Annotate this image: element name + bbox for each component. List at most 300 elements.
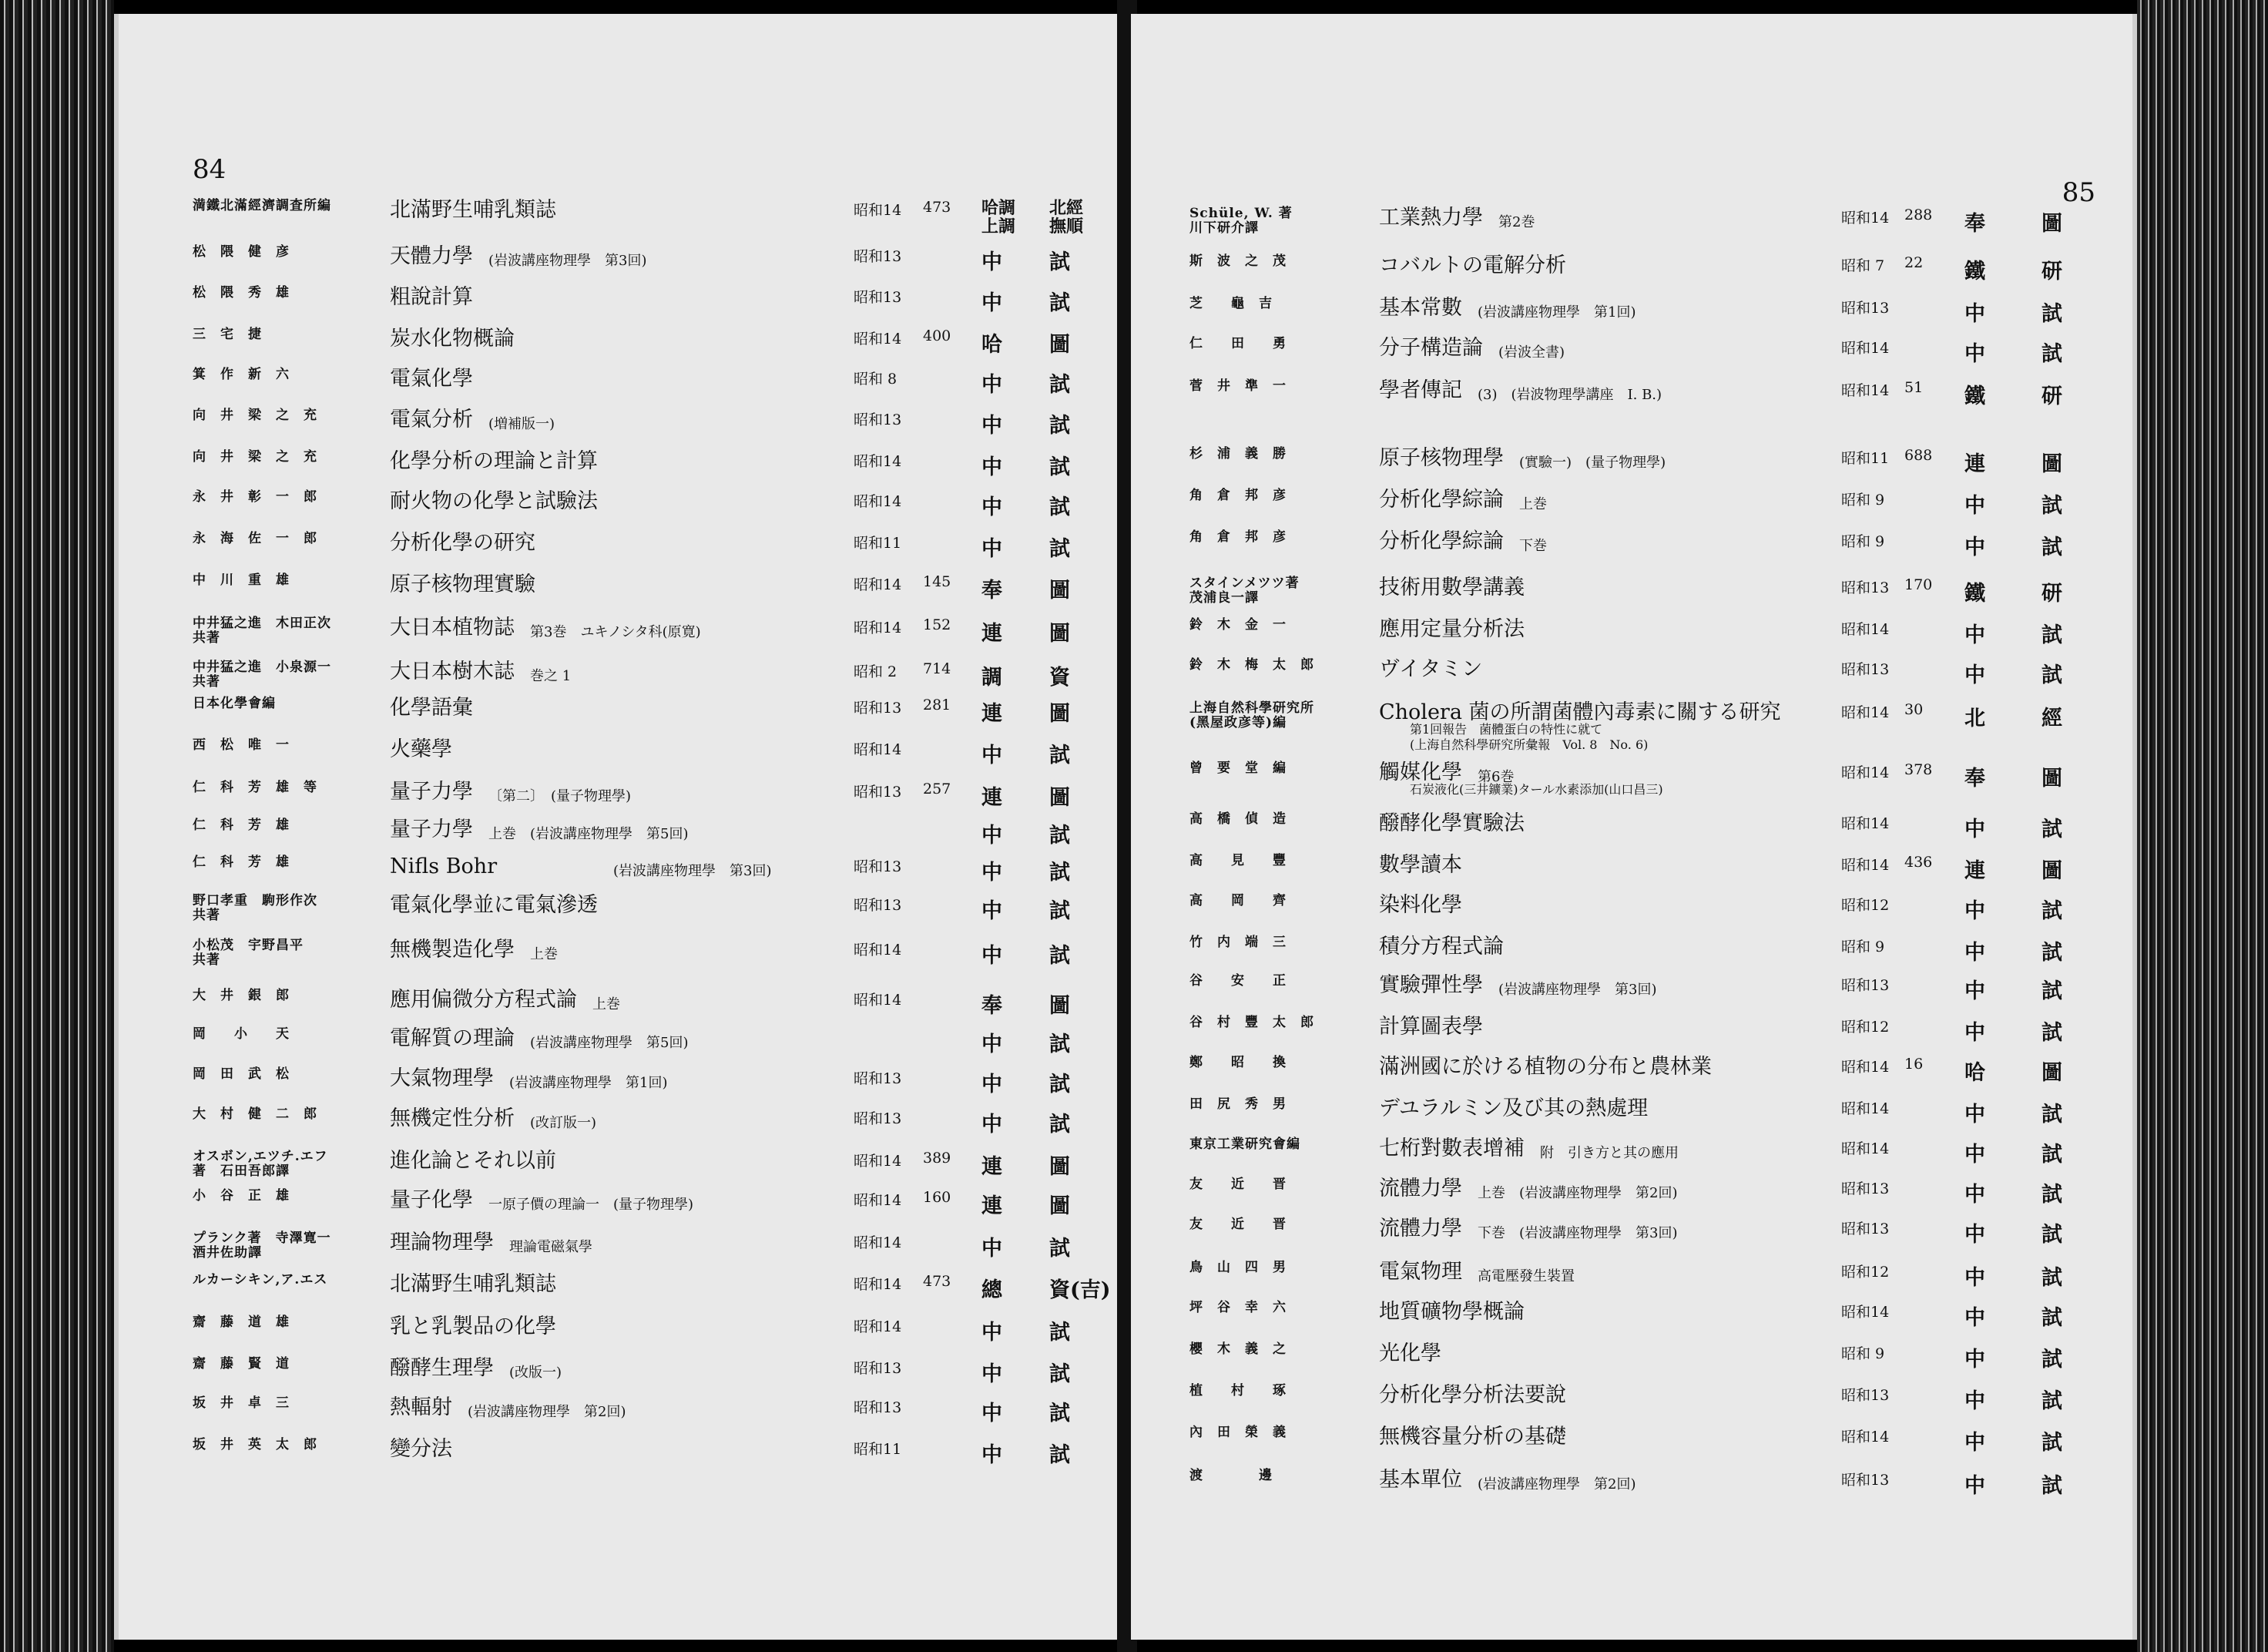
year-era: 昭和13: [854, 897, 902, 914]
left-page: [114, 14, 1128, 1640]
list-item: [119, 660, 1128, 699]
year-era: 昭和14: [1841, 621, 1890, 638]
year-era: 昭和13: [1841, 300, 1890, 317]
title-note: 下巻 (岩波講座物理學 第3回): [1478, 1225, 1678, 1241]
holding-code: 中: [1964, 1183, 1985, 1207]
page-count: 473: [923, 199, 951, 216]
list-item: [1131, 337, 2132, 375]
list-item: [119, 1067, 1128, 1106]
year-era: 昭和13: [854, 1399, 902, 1416]
list-item: [1131, 447, 2132, 485]
year-era: 昭和14: [854, 202, 902, 219]
holding-location: 試: [2042, 494, 2062, 518]
holding-code: 北: [1964, 707, 1985, 730]
page-count: 257: [923, 781, 951, 797]
author: 大 村 健 二 郎: [193, 1106, 317, 1122]
author: 齋 藤 賢 道: [193, 1356, 290, 1372]
author: 永 海 佐 一 郎: [193, 531, 317, 546]
title: 大氣物理學: [390, 1066, 494, 1090]
list-item: [1131, 812, 2132, 851]
year-era: 昭和 2: [854, 663, 897, 680]
holding-location: 試: [1049, 250, 1070, 274]
year-era: 昭和14: [1841, 704, 1890, 721]
list-item: [1131, 1217, 2132, 1256]
list-item: [119, 245, 1128, 284]
holding-code: 連: [981, 702, 1002, 726]
holding-location: 研: [2042, 384, 2062, 408]
holding-code: 奉: [1964, 767, 1985, 791]
holding-location: 試: [1049, 1443, 1070, 1467]
list-item: [119, 1273, 1128, 1311]
holding-location: 試: [1049, 1032, 1070, 1056]
holding-location: 試: [1049, 1237, 1070, 1261]
holding-code: 中: [1964, 1389, 1985, 1413]
holding-location: 試: [1049, 373, 1070, 397]
holding-location: 試: [2042, 979, 2062, 1003]
holding-code: 總: [981, 1278, 1002, 1302]
title-note: 上巻: [1519, 496, 1547, 512]
list-item: [1131, 1384, 2132, 1422]
author: 鄭 昭 換: [1189, 1055, 1287, 1070]
list-item: [119, 894, 1128, 932]
holding-location: 試: [1049, 899, 1070, 923]
holding-location: 試: [2042, 818, 2062, 841]
author: 永 井 彰 一 郎: [193, 489, 317, 505]
title: 電氣化學並に電氣滲透: [390, 893, 598, 917]
page-count: 714: [923, 660, 951, 677]
title: 耐火物の化學と試驗法: [390, 489, 598, 513]
author: 高 見 豐: [1189, 853, 1287, 868]
list-item: [119, 1107, 1128, 1146]
title: 熱輻射: [390, 1395, 452, 1419]
holding-code: 中: [1964, 536, 1985, 559]
holding-code: 中: [981, 414, 1002, 438]
title-note: 上巻: [530, 946, 558, 962]
title-note: 第6巻: [1478, 769, 1515, 785]
title: 流體力學: [1379, 1217, 1462, 1241]
list-item: [1131, 618, 2132, 656]
page-count: 400: [923, 327, 951, 344]
year-era: 昭和14: [854, 1318, 902, 1335]
title: 變分法: [390, 1437, 452, 1461]
title: 北滿野生哺乳類誌: [390, 198, 556, 222]
page-count: 436: [1904, 854, 1933, 871]
year-era: 昭和14: [854, 493, 902, 510]
title-note: (岩波講座物理學 第2回): [1478, 1476, 1636, 1493]
holding-location: 試: [1049, 744, 1070, 767]
holding-location: 圖: [1049, 579, 1070, 603]
holding-location: 試: [2042, 1183, 2062, 1207]
holding-location: 試: [2042, 1143, 2062, 1167]
author: 小 谷 正 雄: [193, 1188, 290, 1204]
holding-location: 試: [1049, 414, 1070, 438]
holding-location: 研: [2042, 582, 2062, 606]
author: 齋 藤 道 雄: [193, 1315, 290, 1330]
holding-location: 圖: [1049, 702, 1070, 726]
year-era: 昭和13: [1841, 1221, 1890, 1237]
list-item: [1131, 1137, 2132, 1176]
title: 理論物理學: [390, 1231, 494, 1254]
year-era: 昭和14: [854, 576, 902, 593]
author: 友 近 晋: [1189, 1177, 1287, 1192]
list-item: [1131, 1097, 2132, 1136]
title-note: 上巻 (岩波講座物理學 第2回): [1478, 1185, 1678, 1201]
list-item: [1131, 761, 2132, 800]
holding-code: 中: [981, 1402, 1002, 1425]
list-item: [119, 408, 1128, 447]
author: 仁 科 芳 雄: [193, 855, 290, 870]
page-count: 51: [1904, 379, 1924, 396]
title: 分子構造論: [1379, 336, 1483, 360]
page-count: 22: [1904, 254, 1924, 271]
list-item: [119, 199, 1128, 237]
holding-code: 中: [981, 1443, 1002, 1467]
title-note: (岩波講座物理學 第1回): [509, 1075, 668, 1091]
holding-location: 資(吉): [1049, 1278, 1111, 1302]
holding-location: 圖: [1049, 1194, 1070, 1218]
title: 醱酵生理學: [390, 1356, 494, 1380]
title: 乳と乳製品の化學: [390, 1315, 556, 1338]
author: 鳥 山 四 男: [1189, 1260, 1287, 1275]
list-item: [1131, 1301, 2132, 1339]
holding-code: 調: [981, 666, 1002, 690]
list-item: [119, 1150, 1128, 1188]
author: プランク著 寺澤寛一 酒井佐助譯: [193, 1231, 331, 1261]
title: 分析化學綜論: [1379, 488, 1504, 512]
holding-code: 中: [981, 1321, 1002, 1345]
title: 大日本植物誌: [390, 616, 515, 640]
holding-location: 試: [2042, 1223, 2062, 1247]
year-era: 昭和14: [854, 992, 902, 1009]
year-era: 昭和14: [854, 331, 902, 348]
title: 醱酵化學實驗法: [1379, 811, 1525, 835]
holding-code: 中: [981, 373, 1002, 397]
holding-code: 中: [1964, 623, 1985, 647]
title: 原子核物理學: [1379, 446, 1504, 470]
author: 杉 浦 義 勝: [1189, 446, 1287, 462]
title: 分析化學の研究: [390, 531, 535, 555]
title: 技術用數學講義: [1379, 576, 1525, 599]
author: 仁 田 勇: [1189, 336, 1287, 351]
title: 進化論とそれ以前: [390, 1149, 556, 1173]
author: ルカーシキン,ア.エス: [193, 1272, 328, 1288]
year-era: 昭和14: [854, 620, 902, 636]
list-item: [1131, 1425, 2132, 1464]
year-era: 昭和14: [1841, 1429, 1890, 1446]
year-era: 昭和13: [854, 411, 902, 428]
holding-code: 鐵: [1964, 582, 1985, 606]
holding-code: 中: [1964, 1021, 1985, 1045]
list-item: [1131, 854, 2132, 892]
holding-location: 圖: [2042, 212, 2062, 236]
year-era: 昭和14: [854, 453, 902, 470]
title: 工業熱力學: [1379, 206, 1483, 230]
author: 角 倉 邦 彦: [1189, 529, 1287, 545]
title: 電氣物理: [1379, 1260, 1462, 1284]
year-era: 昭和12: [1841, 1264, 1890, 1281]
holding-location: 試: [2042, 1021, 2062, 1045]
holding-code: 連: [1964, 859, 1985, 883]
author: 芝 龜 吉: [1189, 296, 1273, 311]
author: 田 尻 秀 男: [1189, 1096, 1287, 1112]
title: 電氣化學: [390, 367, 473, 391]
title: 天體力學: [390, 244, 473, 268]
author: 満鐵北滿經濟調査所編: [193, 198, 331, 213]
holding-code: 哈: [981, 333, 1002, 357]
holding-location: 經: [2042, 707, 2062, 730]
year-era: 昭和13: [854, 858, 902, 875]
title: デユラルミン及び其の熱處理: [1379, 1096, 1649, 1120]
year-era: 昭和14: [1841, 210, 1890, 227]
holding-location: 研: [2042, 260, 2062, 284]
holding-location: 試: [1049, 1321, 1070, 1345]
page-number: 84: [193, 154, 226, 185]
title-note: (岩波全書): [1498, 344, 1565, 361]
holding-location: 試: [1049, 861, 1070, 885]
author: 菅 井 準 一: [1189, 378, 1287, 394]
author: 友 近 晋: [1189, 1217, 1287, 1232]
title-note: (改版一): [509, 1365, 562, 1381]
author: 仁 科 芳 雄 等: [193, 780, 317, 795]
list-item: [1131, 700, 2132, 752]
year-era: 昭和 7: [1841, 257, 1885, 274]
holding-code: 鐵: [1964, 260, 1985, 284]
title: 量子力學: [390, 818, 473, 841]
holding-code: 中: [1964, 941, 1985, 965]
list-item: [1131, 1342, 2132, 1381]
holding-code: 中: [1964, 663, 1985, 687]
holding-location: 試: [2042, 1474, 2062, 1498]
title: 計算圖表學: [1379, 1015, 1483, 1039]
title: 數學讀本: [1379, 853, 1462, 877]
author: 角 倉 邦 彦: [1189, 488, 1287, 503]
title: 無機容量分析の基礎: [1379, 1425, 1566, 1449]
list-item: [1131, 1469, 2132, 1507]
holding-location: 試: [2042, 623, 2062, 647]
holding-location: 試: [2042, 899, 2062, 923]
year-era: 昭和14: [1841, 1304, 1890, 1321]
author: 野口孝重 駒形作次 共著: [193, 893, 317, 923]
list-item: [119, 1396, 1128, 1435]
title: 應用偏微分方程式論: [390, 988, 577, 1012]
page-count: 16: [1904, 1056, 1924, 1073]
holding-code: 中: [981, 250, 1002, 274]
holding-location: 試: [1049, 1113, 1070, 1137]
list-item: [119, 1315, 1128, 1354]
year-era: 昭和 9: [1841, 492, 1885, 509]
title-note: 理論電磁氣學: [509, 1239, 592, 1255]
year-era: 昭和11: [854, 1441, 902, 1458]
year-era: 昭和14: [1841, 1140, 1890, 1157]
title-note: 高電壓發生裝置: [1478, 1268, 1575, 1284]
year-era: 昭和13: [854, 248, 902, 265]
holding-code: 哈: [1964, 1061, 1985, 1085]
holding-code: 中: [1964, 1103, 1985, 1127]
author: 曾 要 堂 編: [1189, 761, 1287, 776]
year-era: 昭和14: [1841, 1100, 1890, 1117]
title: 量子力學: [390, 780, 473, 804]
holding-code: 中: [1964, 494, 1985, 518]
holding-code: 中: [1964, 342, 1985, 366]
holding-location: 試: [2042, 342, 2062, 366]
list-item: [1131, 1177, 2132, 1216]
author: 高 橋 偵 造: [1189, 811, 1287, 827]
author: 西 松 唯 一: [193, 737, 290, 753]
page-count: 145: [923, 573, 951, 590]
year-era: 昭和 9: [1841, 938, 1885, 955]
year-era: 昭和13: [1841, 1180, 1890, 1197]
year-era: 昭和14: [1841, 382, 1890, 399]
title: 北滿野生哺乳類誌: [390, 1272, 556, 1296]
list-item: [1131, 576, 2132, 615]
list-item: [1131, 935, 2132, 974]
list-item: [1131, 379, 2132, 418]
title: Nifls Bohr: [390, 855, 498, 878]
author: 櫻 木 義 之: [1189, 1341, 1287, 1357]
holding-location: 圖: [2042, 1061, 2062, 1085]
author: 坂 井 英 太 郎: [193, 1437, 317, 1452]
holding-code: 奉: [1964, 212, 1985, 236]
year-era: 昭和14: [854, 1153, 902, 1170]
author: 箕 作 新 六: [193, 367, 290, 382]
holding-location: 圖: [1049, 786, 1070, 810]
holding-code: 中: [1964, 1306, 1985, 1330]
holding-code: 中: [981, 944, 1002, 968]
title: 分析化學綜論: [1379, 529, 1504, 553]
title: 學者傳記: [1379, 378, 1462, 402]
list-item: [119, 781, 1128, 819]
holding-code: 中: [1964, 1223, 1985, 1247]
author: 渡 邊: [1189, 1468, 1273, 1483]
author: スタインメツツ著 茂浦良一譯: [1189, 576, 1300, 606]
year-era: 昭和13: [1841, 1472, 1890, 1489]
holding-location: 試: [1049, 291, 1070, 315]
title-subline: (上海自然科學研究所彙報 Vol. 8 No. 6): [1410, 737, 1649, 752]
year-era: 昭和14: [854, 942, 902, 959]
holding-code: 中: [1964, 1348, 1985, 1372]
author: 鈴 木 金 一: [1189, 617, 1287, 633]
author: 植 村 琢: [1189, 1383, 1287, 1398]
list-item: [119, 1438, 1128, 1476]
year-era: 昭和13: [1841, 1387, 1890, 1404]
title-note: 第3巻 ユキノシタ科(原寛): [530, 624, 701, 640]
holding-location: 圖: [2042, 452, 2062, 476]
author: 谷 村 豐 太 郎: [1189, 1015, 1314, 1030]
list-item: [119, 616, 1128, 655]
left-book-edge: [0, 0, 114, 1652]
holding-location: 試: [1049, 455, 1070, 479]
holding-location: 試: [1049, 824, 1070, 848]
list-item: [119, 855, 1128, 894]
title: 大日本樹木誌: [390, 660, 515, 683]
page-count: 389: [923, 1150, 951, 1167]
year-era: 昭和11: [1841, 450, 1890, 467]
author: 上海自然科學研究所 (黑屋政彦等)編: [1189, 700, 1314, 730]
list-item: [119, 1189, 1128, 1227]
title: 應用定量分析法: [1379, 617, 1525, 641]
year-era: 昭和 9: [1841, 533, 1885, 550]
title-note: 上巻: [592, 996, 620, 1012]
page-count: 688: [1904, 447, 1933, 464]
year-era: 昭和14: [854, 1192, 902, 1209]
page-number: 85: [2062, 177, 2095, 208]
list-item: [119, 450, 1128, 489]
author: 向 井 梁 之 充: [193, 408, 317, 423]
holding-location: 試: [2042, 1103, 2062, 1127]
title: 電氣分析: [390, 408, 473, 431]
holding-code: 中: [981, 495, 1002, 519]
author: 大 井 銀 郎: [193, 988, 290, 1003]
title-note: (岩波講座物理學 第3回): [1498, 982, 1657, 998]
list-item: [1131, 297, 2132, 335]
title-note: (岩波講座物理學 第5回): [530, 1035, 689, 1051]
title: 火藥學: [390, 737, 452, 761]
holding-location: 資: [1049, 666, 1070, 690]
author: 竹 内 端 三: [1189, 935, 1287, 950]
holding-code: 連: [981, 622, 1002, 646]
holding-code: 中: [981, 861, 1002, 885]
title-note: 上巻 (岩波講座物理學 第5回): [488, 826, 689, 842]
title: 電解質の理論: [390, 1026, 515, 1050]
holding-location: 試: [2042, 1431, 2062, 1455]
holding-code: 中: [1964, 1143, 1985, 1167]
holding-location: 試: [2042, 941, 2062, 965]
title: 粗說計算: [390, 285, 473, 309]
list-item: [119, 1027, 1128, 1066]
author: 三 宅 捷: [193, 327, 262, 342]
title: 染料化學: [1379, 893, 1462, 917]
holding-code: 中: [981, 824, 1002, 848]
holding-code: 奉: [981, 579, 1002, 603]
author: 谷 安 正: [1189, 973, 1287, 989]
holding-location: 圖: [1049, 994, 1070, 1018]
list-item: [1131, 489, 2132, 527]
holding-location: 試: [2042, 302, 2062, 326]
holding-code: 中: [1964, 979, 1985, 1003]
holding-code: 中: [1964, 1431, 1985, 1455]
holding-code: 中: [1964, 1266, 1985, 1290]
holding-location: 圖: [2042, 859, 2062, 883]
list-item: [119, 573, 1128, 612]
year-era: 昭和13: [854, 1070, 902, 1087]
title: 積分方程式論: [1379, 935, 1504, 959]
title-note: (岩波講座物理學 第3回): [613, 863, 772, 879]
title: 基本常數: [1379, 296, 1462, 320]
title: 無機製造化學: [390, 938, 515, 962]
holding-location: 圖: [1049, 622, 1070, 646]
author: 坂 井 卓 三: [193, 1395, 290, 1411]
holding-code: 中: [981, 899, 1002, 923]
title-note: (實驗一) (量子物理學): [1519, 455, 1666, 471]
list-item: [119, 327, 1128, 366]
page-count: 473: [923, 1273, 951, 1290]
holding-code: 中: [981, 1237, 1002, 1261]
author: 岡 小 天: [193, 1026, 290, 1042]
list-item: [119, 1357, 1128, 1395]
holding-code: 中: [981, 1073, 1002, 1096]
list-item: [1131, 254, 2132, 293]
author: 斯 波 之 茂: [1189, 254, 1287, 269]
list-item: [119, 490, 1128, 529]
year-era: 昭和14: [854, 741, 902, 758]
list-item: [119, 532, 1128, 570]
year-era: 昭和13: [854, 700, 902, 717]
list-item: [1131, 530, 2132, 569]
holding-code: 中: [981, 455, 1002, 479]
list-item: [119, 1231, 1128, 1270]
page-count: 378: [1904, 761, 1933, 778]
page-count: 160: [923, 1189, 951, 1206]
